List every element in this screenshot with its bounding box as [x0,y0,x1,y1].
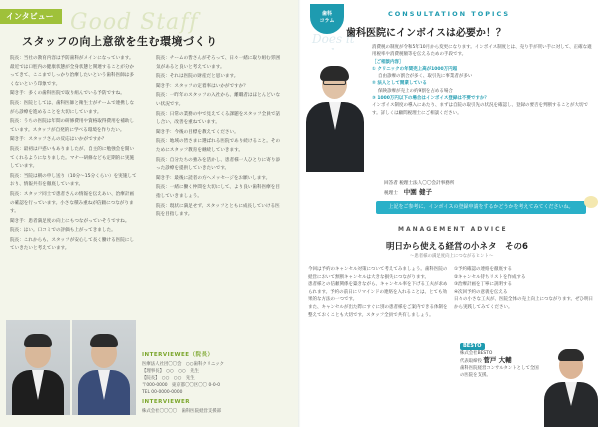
paragraph: 院長：一緒に働く仲間を大切にして、より良い歯科医療を目指していきましょう。 [156,185,280,199]
consultation-body [372,44,594,117]
paragraph: 日々の小さな工夫が、医院全体の売上向上につながります。ぜひ明日から実践してみてください。 [454,297,594,310]
left-page [0,0,298,427]
cat-mascot-icon [584,196,598,208]
list-item: ②キャンセル待ちリストを作成する [454,274,526,280]
article-title: スタッフの向上意欲を生む環境づくり [22,35,218,48]
person-hair [558,349,584,361]
answer-paragraph: インボイス制度の導入にあたり、まずは自院の取引先の状況を確認し、登録の要否を判断することが大切です。詳しくは顧問税理士にご相談ください。 [372,103,588,116]
paragraph: 聞き手：スタッフの定着率はいかがですか？ [156,83,248,89]
answerer-info [384,180,584,198]
consultant-photo [304,50,366,172]
list-item: ④次回予約の意義を伝える [454,289,508,295]
answerer-role: 税理士 [384,191,398,196]
interviewee-photo-2 [72,320,136,415]
interviewee-info [142,352,292,415]
advisor-info [460,343,540,379]
advisor-role: 代表取締役 [460,359,482,364]
management-subtitle: 〜患者様の満足度向上につながるヒント〜 [410,254,494,259]
interview-tag: インタビュー [0,9,62,24]
question-label: ［ご相談内容］ [372,59,404,65]
management-heading: MANAGEMENT ADVICE [398,226,508,233]
paragraph: 院長：チームの皆さんがそろって、日々一緒に取り組む雰囲気があると良いと考えています。 [156,56,280,70]
answerer-name: 中園 健子 [403,188,433,196]
interviewee-line: 【理事長】 ○○ ○○ 先生 [142,369,200,374]
paragraph: 今回は予約のキャンセル対策について考えてみましょう。歯科医院の経営において無断キャンセルは大きな損失につながります。 [308,267,448,280]
consultation-title: 歯科医院にインボイスは必要か！？ [346,28,506,39]
paragraph: 院長：現状に満足せず、スタッフとともに成長していける医院を目指します。 [156,203,280,218]
interviewer-heading: INTERVIEWER [142,399,191,405]
management-title: 明日から使える経営の小ネタ その6 [386,242,528,252]
advisor-name: 菅戸 大輔 [483,356,512,364]
advisor-photo [542,340,600,427]
person-hair [90,334,118,347]
paragraph: 院長：医院としては、歯科医師と衛生士がチームで連携しながら診療を進めることを大切にしています。 [10,100,135,115]
paragraph: 聞き手：スタッフさんの反応はいかがですか？ [10,137,107,143]
paragraph: 院長：これからも、スタッフが安心して長く働ける医院にしていきたいと考えています。 [10,237,135,252]
question-detail: 自由診療の割合が多く、取引先に事業者が多い [378,74,473,80]
paragraph: 聞き手：今後の目標を教えてください。 [156,129,239,135]
advisor-company: 株式会社BESTO [460,351,493,356]
person-hair [24,334,52,347]
paragraph: 患者様との信頼関係を築きながら、キャンセル率を下げる工夫が求められます。予約の前日にリマインドの連絡を入れることは、とても効果的な方法の一つです。 [308,282,448,303]
paragraph: 院長：はい。口コミでの評価も上がってきました。 [10,228,116,234]
paragraph: 院長：うちの医院は年間の研修費用や資格取得費用を補助しています。スタッフが自発的に学べる環境を作りたい。 [10,119,135,133]
background-script-text: Does it [312,32,355,46]
interviewee-line: 〒000-0000 東京都〇〇区〇〇 0-0-0 [142,383,220,388]
column-badge-text: 歯科 コラム [319,11,335,24]
paragraph: 院長：当院は朝の申し送り（10分〜15分くらい）を実施しており、情報共有を徹底しています。 [10,173,137,188]
person-hair [320,66,349,81]
interviewee-heading: INTERVIEWEE（院長） [142,352,214,358]
interviewee-line: TEL 00-0000-0000 [142,390,183,395]
paragraph: また、キャンセルが出た際にすぐに別の患者様をご案内できる体制を整えておくことも大切です。スタッフ全員で共有しましょう。 [308,304,448,318]
list-item: ①予約確認の連絡を徹底する [454,267,513,272]
background-script-text: Good Staff [70,10,199,35]
paragraph: 院長：自分たちの強みを活かし、患者様一人ひとりに寄り添った診療を提供していきたいです。 [156,157,281,172]
company-logo: BESTO [460,343,485,350]
paragraph: 院長：一昨年のスタッフの入社から、離職者はほとんどいない状況です。 [156,93,281,107]
article-column-1 [10,55,138,255]
consultation-heading: CONSULTATION TOPICS [388,10,511,18]
right-page [302,0,600,427]
question-item: ③ 1000万円以下の場合はインボイス登録は不要ですか？ [372,96,489,102]
management-column-2 [454,266,594,312]
answerer-company: 税理士法人〇〇会計事務所 [399,181,455,186]
paragraph: 院長：地域の皆さまに選ばれる医院であり続けること。そのためにスタッフ教育を継続していきます。 [156,139,281,153]
paragraph: 聞き手：患者満足度の向上にもつながっていそうですね。 [10,218,130,224]
paragraph: 院長：最初は戸惑いもありましたが、自主的に勉強会を開いてくれるようになりました。マナー研修なども定期的に実施しています。 [10,146,135,170]
article-column-2 [156,55,284,221]
management-column-1 [308,266,448,319]
paragraph: 聞き手：多くの歯科医院で取り組んでいる予防ですね。 [10,91,125,97]
question-detail: 保険診療が売上の約9割を占める場合 [378,88,453,94]
answerer-label: 回答者 [384,181,398,186]
paragraph: 院長：日常の業務の中で見えてくる課題をスタッフ全員で話し合い、改善を重ねています。 [156,111,281,126]
paragraph: 院長：それは医院の財産だと思います。 [156,74,239,80]
interviewee-line: 【院長】 ○○ ○○ 先生 [142,376,195,381]
paragraph: 院長：スタッフ同士で患者さんの情報を伝えあい、治療計画の確認を行っています。小さな積み重ねが信頼につながります。 [10,191,135,215]
question-item: ① クリニックの年間売上高が1000万円超 [372,66,458,72]
advisor-bio: 歯科医院経営コンサルタントとして全国の医院を支援。 [460,366,539,378]
summary-bar: 上記をご参考に、インボイスの登録申請をするかどうかを考えてみてくださいね。 [376,201,586,214]
interviewee-line: 医療法人社団〇〇会 ○○歯科クリニック [142,362,225,367]
glasses-icon [323,80,346,85]
paragraph: 院長：当社の教育内容は予防歯科がメインになっています。最近では口腔内の健康状態が全身状態と関連することが分かってきて、ここまでしっかり治療したいという歯科医師は多くないという印象です。 [10,56,135,87]
column-badge [310,4,344,34]
interviewee-photo-1 [6,320,70,415]
paragraph: 聞き手：最後に読者の方へメッセージをお願いします。 [156,175,271,181]
intro-paragraph: 消費税の制度が令和5年10月から変更になります。インボイス制度とは、売り手が買い手に対して、正確な適用税率や消費税額等を伝えるための手段です。 [372,45,592,58]
list-item: ③治療計画を丁寧に説明する [454,282,513,288]
question-item: ② 法人として開業している [372,81,427,87]
interviewer-line: 株式会社〇〇〇〇 歯科医院経営支援部 [142,409,222,414]
